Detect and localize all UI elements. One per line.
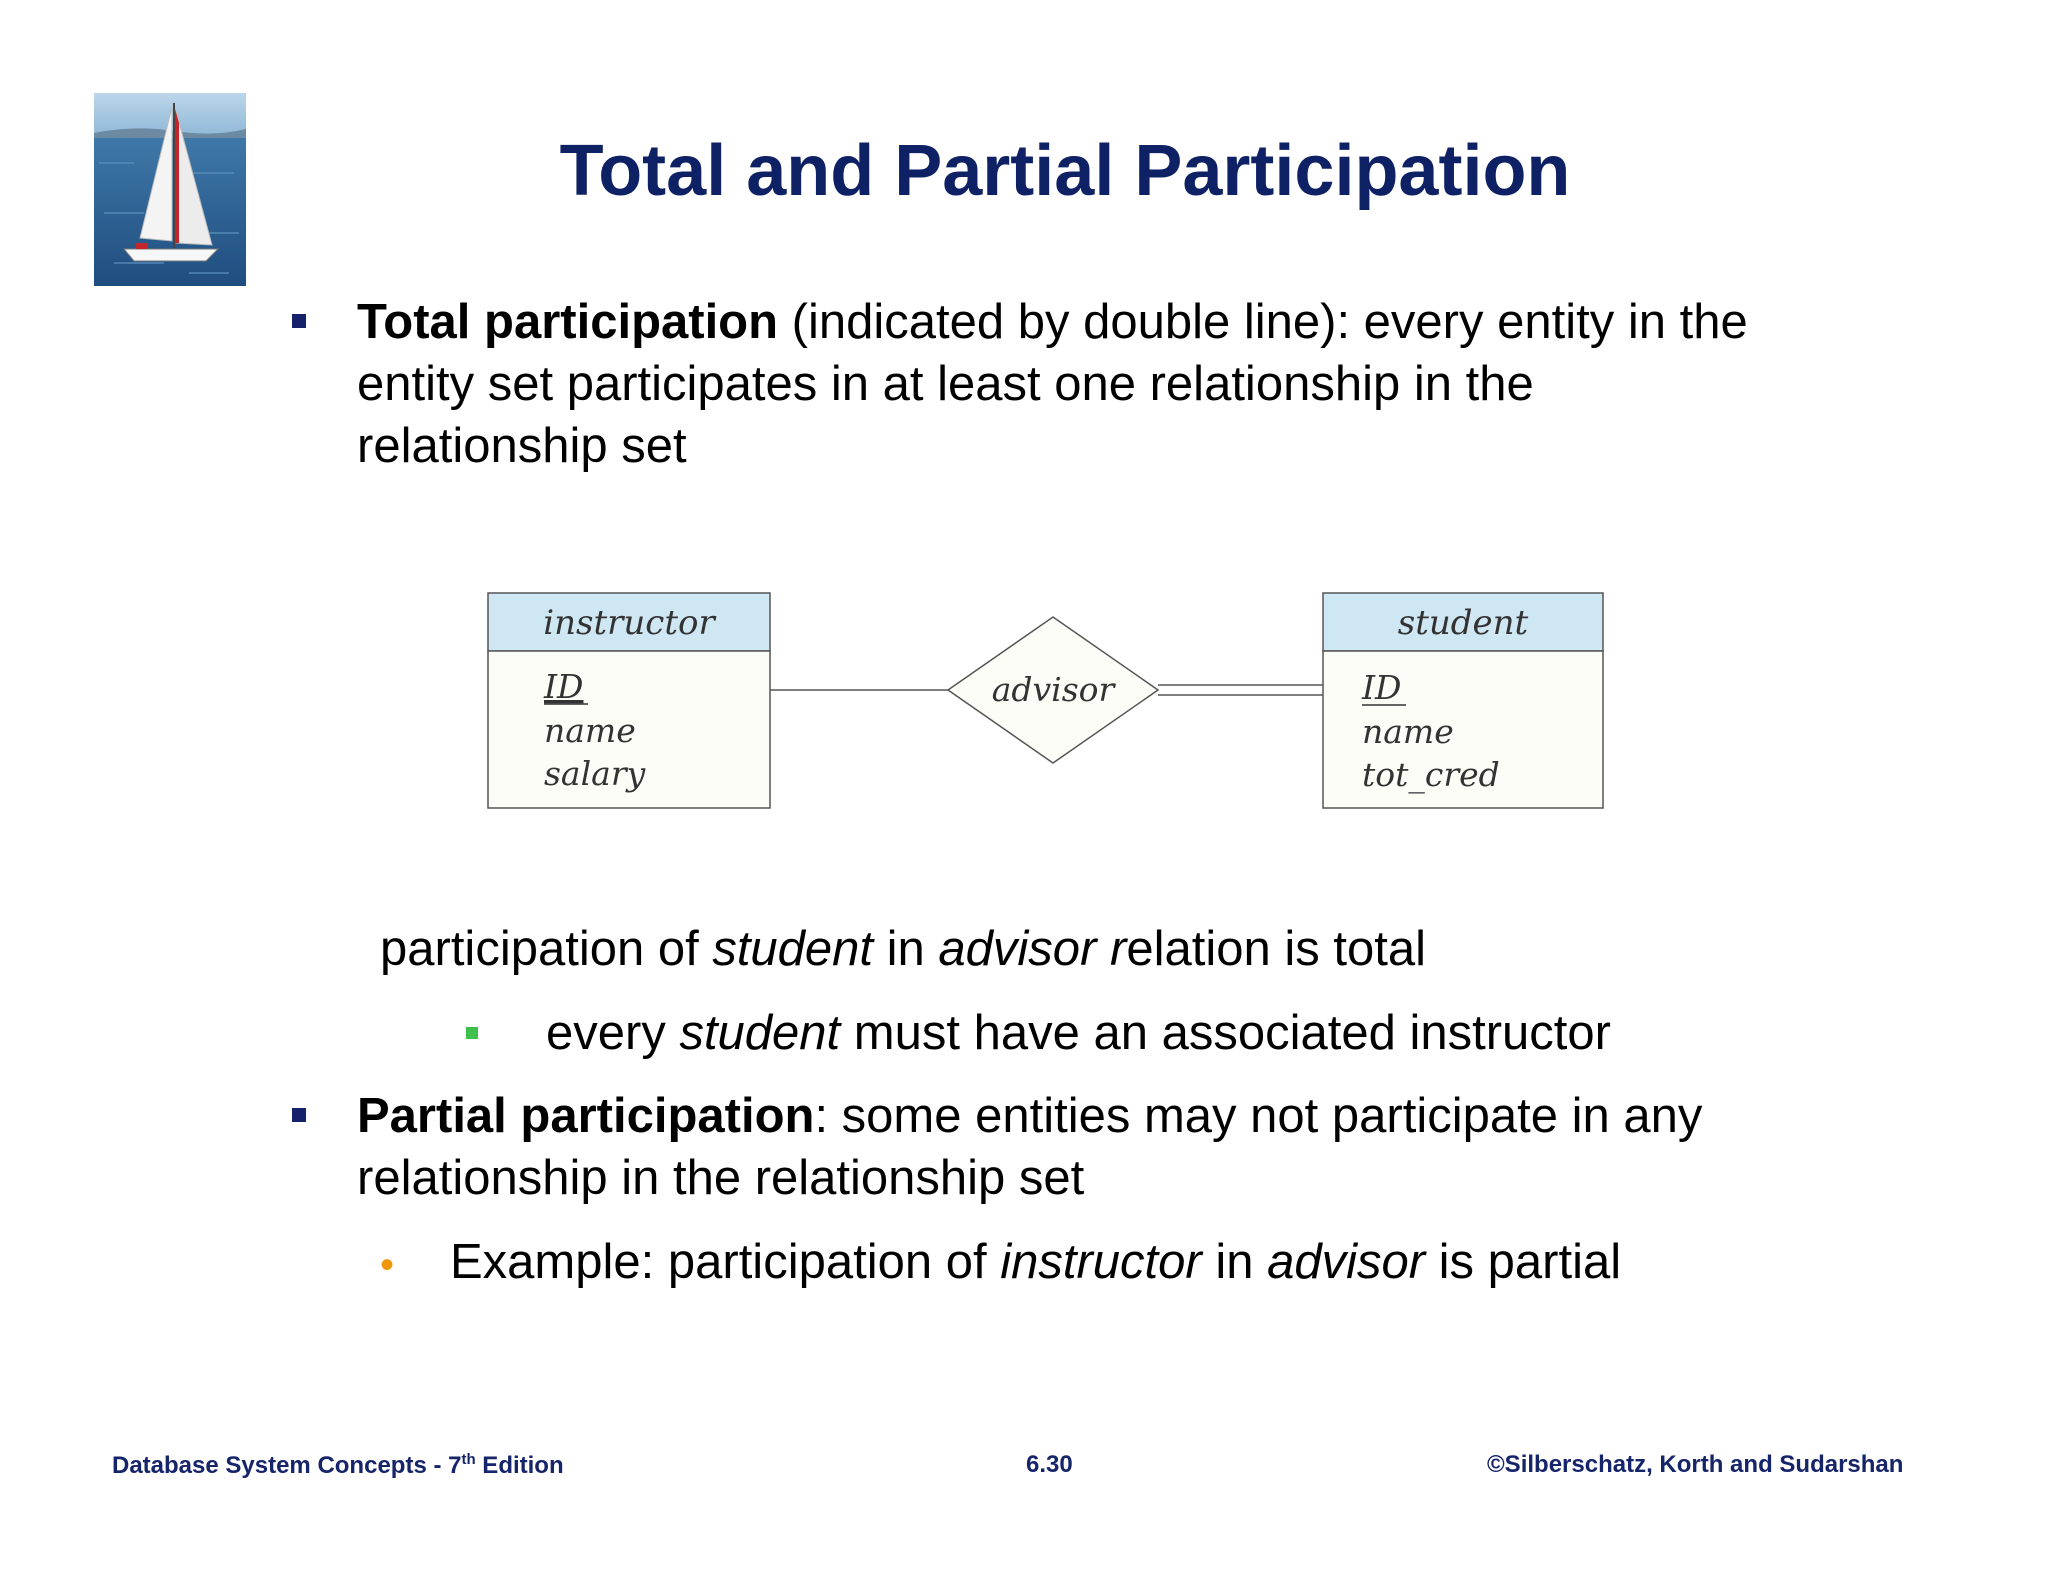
instructor-attr-id: ID	[544, 667, 584, 706]
orange-dot-bullet-icon: •	[380, 1243, 395, 1287]
square-bullet-icon	[292, 1108, 306, 1122]
partial-participation-text	[357, 1085, 1797, 1209]
green-square-bullet-icon	[466, 1027, 478, 1039]
footer-book-title: Database System Concepts - 7th Edition	[112, 1451, 564, 1479]
instructor-attr-salary: salary	[544, 754, 646, 793]
student-instructor-requirement: every student must have an associated instructor	[546, 1006, 1611, 1060]
total-participation-text	[357, 291, 1797, 477]
er-diagram	[480, 585, 1610, 815]
footer-slide-number: 6.30	[1026, 1451, 1073, 1478]
total-participation-example: participation of student in advisor relation is total	[380, 922, 1426, 976]
student-attr-tot-cred: tot_cred	[1362, 755, 1500, 794]
total-participation-term: Total participation	[357, 295, 779, 349]
slide-title: Total and Partial Participation	[559, 131, 1571, 211]
student-attr-id: ID	[1362, 668, 1402, 707]
partial-participation-example: Example: participation of instructor in advisor is partial	[450, 1235, 1622, 1289]
student-attr-name: name	[1362, 712, 1454, 751]
entity-student-name: student	[1397, 603, 1529, 643]
partial-participation-definition: : some entities may not participate in any relationship in the relationship set	[357, 1089, 1703, 1205]
instructor-attr-name: name	[544, 711, 636, 750]
entity-instructor-name: instructor	[543, 603, 715, 643]
partial-participation-term: Partial participation	[357, 1089, 815, 1143]
relationship-advisor-name: advisor	[991, 670, 1115, 709]
footer-copyright: ©Silberschatz, Korth and Sudarshan	[1487, 1451, 1904, 1478]
total-participation-definition: (indicated by double line): every entity in the entity set participates in at least one relationship in the relationship set	[357, 295, 1748, 473]
square-bullet-icon	[292, 314, 306, 328]
